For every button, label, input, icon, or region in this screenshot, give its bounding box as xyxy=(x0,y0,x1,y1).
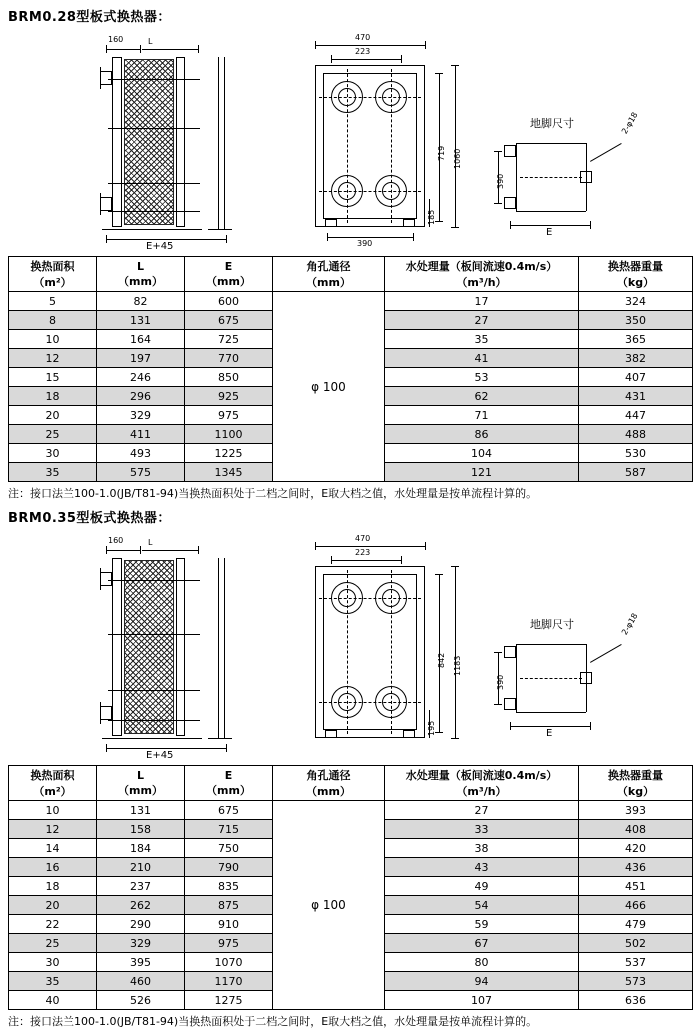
table-header-row-2 xyxy=(9,766,693,801)
cell-area: 12 xyxy=(9,349,97,368)
cell-area: 10 xyxy=(9,330,97,349)
cell-area: 18 xyxy=(9,387,97,406)
cell-e: 975 xyxy=(185,406,273,425)
cell-flow: 94 xyxy=(385,972,579,991)
cell-weight: 479 xyxy=(579,915,693,934)
th-e-2 xyxy=(185,766,273,801)
th-e-l1: E xyxy=(224,259,233,273)
dim-e45: E+45 xyxy=(146,241,174,252)
movable-cover-2 xyxy=(176,558,185,736)
foot-plate-top xyxy=(504,145,516,157)
cell-area: 25 xyxy=(9,934,97,953)
cell-l: 197 xyxy=(97,349,185,368)
cell-weight: 587 xyxy=(579,463,693,482)
th-hole-l1: 角孔通径 xyxy=(306,260,351,273)
th-l xyxy=(97,257,185,292)
th-hole-2-l1: 角孔通径 xyxy=(306,769,351,782)
cell-area: 15 xyxy=(9,368,97,387)
cell-weight: 636 xyxy=(579,991,693,1010)
cell-e: 875 xyxy=(185,896,273,915)
plate-pack-2 xyxy=(124,560,174,734)
foot-plate-bottom xyxy=(504,197,516,209)
th-flow-2-l2: （m³/h） xyxy=(456,785,507,798)
cell-l: 296 xyxy=(97,387,185,406)
cell-e: 850 xyxy=(185,368,273,387)
cell-weight: 447 xyxy=(579,406,693,425)
cell-flow: 43 xyxy=(385,858,579,877)
cell-weight: 350 xyxy=(579,311,693,330)
table-body-brm028 xyxy=(9,292,693,482)
table-row xyxy=(9,801,693,820)
table-row xyxy=(9,292,693,311)
cell-l: 329 xyxy=(97,934,185,953)
cell-area: 12 xyxy=(9,820,97,839)
cell-weight: 382 xyxy=(579,349,693,368)
top-view-2 xyxy=(303,534,493,756)
cell-weight: 530 xyxy=(579,444,693,463)
cell-weight: 488 xyxy=(579,425,693,444)
cell-e: 600 xyxy=(185,292,273,311)
th-area-l1: 换热面积 xyxy=(30,260,75,273)
dim-223-2: 223 xyxy=(355,548,371,557)
foot-right xyxy=(403,219,415,227)
th-hole-l2: （mm） xyxy=(306,276,351,289)
cell-flow: 53 xyxy=(385,368,579,387)
cell-flow: 71 xyxy=(385,406,579,425)
dim-E-foot-2: E xyxy=(546,728,553,739)
nozzle-top-2 xyxy=(100,572,112,586)
cell-flow: 67 xyxy=(385,934,579,953)
cell-area: 10 xyxy=(9,801,97,820)
cell-l: 164 xyxy=(97,330,185,349)
top-view xyxy=(303,33,493,248)
cell-flow: 17 xyxy=(385,292,579,311)
cell-weight: 502 xyxy=(579,934,693,953)
cell-area: 5 xyxy=(9,292,97,311)
cell-e: 1070 xyxy=(185,953,273,972)
dim-390-foot: 390 xyxy=(496,173,505,189)
th-l-l1: L xyxy=(136,259,144,273)
cell-e: 725 xyxy=(185,330,273,349)
table-body-brm035 xyxy=(9,801,693,1010)
note-brm035: 注：接口法兰100-1.0(JB/T81-94)当换热面积处于二档之间时，E取大档之值，水处理量是按单流程计算的。 xyxy=(8,1015,538,1028)
th-weight-l2: （kg） xyxy=(616,276,655,289)
dim-390-foot-2: 390 xyxy=(496,674,505,690)
th-flow-l2: （m³/h） xyxy=(456,276,507,289)
dim-L-2: L xyxy=(148,538,153,547)
cell-weight: 466 xyxy=(579,896,693,915)
note-brm028: 注：接口法兰100-1.0(JB/T81-94)当换热面积处于二档之间时，E取大档之值，水处理量是按单流程计算的。 xyxy=(8,487,538,500)
cell-area: 25 xyxy=(9,425,97,444)
cell-l: 411 xyxy=(97,425,185,444)
dim-holes: 2-φ18 xyxy=(620,110,640,136)
cell-e: 1100 xyxy=(185,425,273,444)
cell-e: 835 xyxy=(185,877,273,896)
dim-e45-2: E+45 xyxy=(146,750,174,761)
nozzle-bottom xyxy=(100,197,112,211)
movable-cover xyxy=(176,57,185,227)
cell-l: 526 xyxy=(97,991,185,1010)
cell-e: 1225 xyxy=(185,444,273,463)
th-hole xyxy=(273,257,385,292)
cell-weight: 393 xyxy=(579,801,693,820)
th-flow-2-l1: 水处理量（板间流速0.4m/s） xyxy=(405,769,558,782)
cell-weight: 431 xyxy=(579,387,693,406)
cell-weight: 537 xyxy=(579,953,693,972)
cell-angle-hole: φ 100 xyxy=(273,801,385,1010)
foot-plate-bottom-2 xyxy=(504,698,516,710)
th-hole-2 xyxy=(273,766,385,801)
cell-weight: 436 xyxy=(579,858,693,877)
nozzle-bottom-2 xyxy=(100,706,112,720)
cell-flow: 104 xyxy=(385,444,579,463)
cell-l: 290 xyxy=(97,915,185,934)
th-area-2-l1: 换热面积 xyxy=(30,769,75,782)
foot-detail-2 xyxy=(496,611,678,748)
cell-area: 35 xyxy=(9,463,97,482)
plate-pack xyxy=(124,59,174,225)
cell-weight: 324 xyxy=(579,292,693,311)
dim-E-foot: E xyxy=(546,227,553,238)
cell-e: 770 xyxy=(185,349,273,368)
th-e-l2: （mm） xyxy=(206,274,251,288)
section-title-2: BRM0.35型板式换热器： xyxy=(8,511,171,526)
cell-l: 493 xyxy=(97,444,185,463)
cell-l: 131 xyxy=(97,311,185,330)
cell-flow: 54 xyxy=(385,896,579,915)
th-l-2 xyxy=(97,766,185,801)
cell-l: 575 xyxy=(97,463,185,482)
cell-l: 395 xyxy=(97,953,185,972)
front-view xyxy=(98,33,278,252)
cell-area: 14 xyxy=(9,839,97,858)
cell-e: 1170 xyxy=(185,972,273,991)
th-weight-2 xyxy=(579,766,693,801)
dim-L: L xyxy=(148,37,153,46)
dim-195: 195 xyxy=(427,720,436,736)
cell-weight: 408 xyxy=(579,820,693,839)
cell-flow: 35 xyxy=(385,330,579,349)
cell-flow: 107 xyxy=(385,991,579,1010)
dim-1183: 1183 xyxy=(453,655,462,676)
cell-e: 675 xyxy=(185,311,273,330)
th-e-2-l1: E xyxy=(224,768,233,782)
th-hole-2-l2: （mm） xyxy=(306,785,351,798)
dim-185: 185 xyxy=(427,209,436,225)
cell-area: 22 xyxy=(9,915,97,934)
cell-area: 8 xyxy=(9,311,97,330)
dim-390-plan: 390 xyxy=(357,239,373,248)
cell-weight: 451 xyxy=(579,877,693,896)
th-area xyxy=(9,257,97,292)
cell-e: 750 xyxy=(185,839,273,858)
cell-area: 20 xyxy=(9,406,97,425)
cell-flow: 80 xyxy=(385,953,579,972)
cell-flow: 27 xyxy=(385,311,579,330)
cell-area: 35 xyxy=(9,972,97,991)
cell-weight: 407 xyxy=(579,368,693,387)
dim-160-2: 160 xyxy=(108,536,124,545)
front-view-2 xyxy=(98,534,278,761)
cell-flow: 33 xyxy=(385,820,579,839)
cell-area: 40 xyxy=(9,991,97,1010)
cell-e: 1275 xyxy=(185,991,273,1010)
foot-right-2 xyxy=(403,730,415,738)
cell-l: 210 xyxy=(97,858,185,877)
cell-weight: 420 xyxy=(579,839,693,858)
cell-flow: 41 xyxy=(385,349,579,368)
cell-l: 82 xyxy=(97,292,185,311)
dim-842: 842 xyxy=(437,652,446,668)
cell-e: 975 xyxy=(185,934,273,953)
cell-flow: 62 xyxy=(385,387,579,406)
nozzle-top xyxy=(100,71,112,85)
th-weight-l1: 换热器重量 xyxy=(608,260,663,273)
cell-l: 246 xyxy=(97,368,185,387)
section-title: BRM0.28型板式换热器： xyxy=(8,10,171,25)
dim-1060: 1060 xyxy=(453,148,462,169)
spec-table-brm028 xyxy=(8,256,693,482)
cell-weight: 573 xyxy=(579,972,693,991)
th-weight xyxy=(579,257,693,292)
fixed-cover-2 xyxy=(112,558,122,736)
cell-area: 20 xyxy=(9,896,97,915)
cell-l: 131 xyxy=(97,801,185,820)
cell-area: 30 xyxy=(9,953,97,972)
cell-angle-hole: φ 100 xyxy=(273,292,385,482)
dim-223: 223 xyxy=(355,47,371,56)
foot-plate-top-2 xyxy=(504,646,516,658)
foot-left-2 xyxy=(325,730,337,738)
cell-flow: 27 xyxy=(385,801,579,820)
cell-e: 1345 xyxy=(185,463,273,482)
fixed-cover xyxy=(112,57,122,227)
cell-e: 675 xyxy=(185,801,273,820)
cell-l: 184 xyxy=(97,839,185,858)
spec-table-brm035 xyxy=(8,765,693,1010)
dim-160: 160 xyxy=(108,35,124,44)
cell-l: 460 xyxy=(97,972,185,991)
th-flow-2 xyxy=(385,766,579,801)
cell-area: 18 xyxy=(9,877,97,896)
th-e xyxy=(185,257,273,292)
drawing-area-brm028 xyxy=(8,27,692,252)
dim-719: 719 xyxy=(437,145,446,161)
cell-l: 329 xyxy=(97,406,185,425)
foot-detail-title-2: 地脚尺寸 xyxy=(530,618,574,631)
cell-e: 925 xyxy=(185,387,273,406)
foot-detail-title: 地脚尺寸 xyxy=(530,117,574,130)
section-brm035 xyxy=(0,501,700,1029)
dim-470-2: 470 xyxy=(355,534,371,543)
th-l-2-l2: （mm） xyxy=(118,783,163,797)
section-brm028 xyxy=(0,0,700,501)
th-area-l2: （m²） xyxy=(33,276,72,289)
th-flow xyxy=(385,257,579,292)
th-l-l2: （mm） xyxy=(118,274,163,288)
table-header-row xyxy=(9,257,693,292)
th-area-2-l2: （m²） xyxy=(33,785,72,798)
cell-l: 262 xyxy=(97,896,185,915)
cell-weight: 365 xyxy=(579,330,693,349)
cell-area: 16 xyxy=(9,858,97,877)
cell-area: 30 xyxy=(9,444,97,463)
foot-left xyxy=(325,219,337,227)
cell-flow: 49 xyxy=(385,877,579,896)
th-e-2-l2: （mm） xyxy=(206,783,251,797)
cell-e: 790 xyxy=(185,858,273,877)
th-flow-l1: 水处理量（板间流速0.4m/s） xyxy=(405,260,558,273)
cell-e: 715 xyxy=(185,820,273,839)
th-l-2-l1: L xyxy=(136,768,144,782)
foot-detail xyxy=(496,110,678,247)
cell-flow: 59 xyxy=(385,915,579,934)
cell-flow: 38 xyxy=(385,839,579,858)
cell-e: 910 xyxy=(185,915,273,934)
dim-470: 470 xyxy=(355,33,371,42)
cell-flow: 86 xyxy=(385,425,579,444)
dim-holes-2: 2-φ18 xyxy=(620,611,640,637)
cell-flow: 121 xyxy=(385,463,579,482)
cell-l: 237 xyxy=(97,877,185,896)
th-weight-2-l1: 换热器重量 xyxy=(608,769,663,782)
th-area-2 xyxy=(9,766,97,801)
cell-l: 158 xyxy=(97,820,185,839)
th-weight-2-l2: （kg） xyxy=(616,785,655,798)
drawing-area-brm035 xyxy=(8,528,692,761)
